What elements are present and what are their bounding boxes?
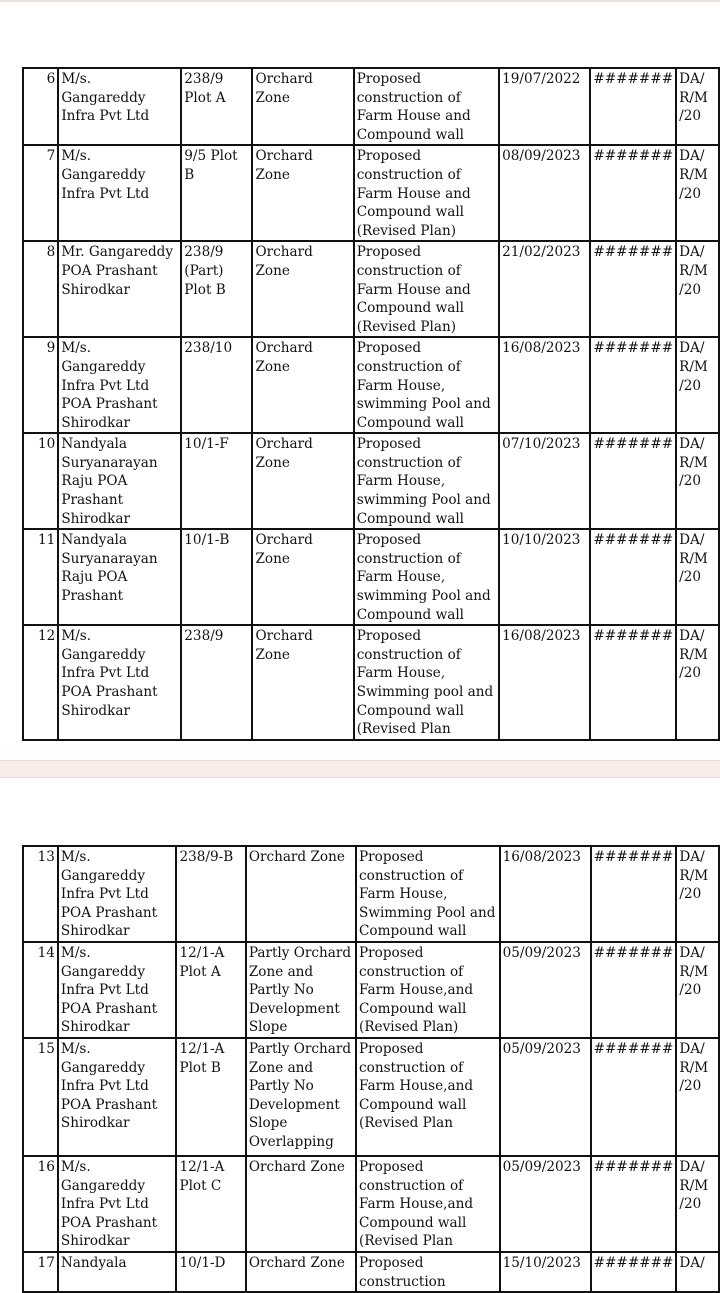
zone-cell: Orchard Zone [252,337,353,433]
date-cell: 16/08/2023 [499,625,590,740]
zone-cell: Orchard Zone [252,68,353,145]
description-cell: Proposed construction of Farm House and Compound wall [354,68,499,145]
survey-number-cell: 238/9-B [176,846,245,942]
reference-cell: DA/ R/M /20 [676,1156,719,1252]
description-cell: Proposed construction of Farm House,and Compound wall (Revised Plan [356,1038,500,1156]
description-cell: Proposed construction of Farm House, Swimming Pool and Compound wall [356,846,500,942]
overflow-value-cell: ####### [590,337,676,433]
applicant-cell: M/s. Gangareddy Infra Pvt Ltd POA Prashant Shirodkar [58,1156,177,1252]
date-cell: 05/09/2023 [500,1156,591,1252]
description-cell: Proposed construction of Farm House, swimming Pool and Compound wall [354,529,499,625]
serial-number-cell: 14 [23,942,58,1038]
overflow-value-cell: ####### [590,433,676,529]
zone-cell: Partly Orchard Zone and Partly No Development Slope [246,942,356,1038]
serial-number-cell: 17 [23,1252,58,1292]
serial-number-cell: 15 [23,1038,58,1156]
survey-number-cell: 10/1-B [181,529,252,625]
applicant-cell: M/s. Gangareddy Infra Pvt Ltd POA Prashant Shirodkar [58,846,177,942]
survey-number-cell: 238/9 (Part) Plot B [181,241,252,337]
date-cell: 15/10/2023 [500,1252,591,1292]
overflow-value-cell: ####### [591,942,677,1038]
date-cell: 07/10/2023 [499,433,590,529]
table-row [23,337,719,433]
survey-number-cell: 10/1-F [181,433,252,529]
serial-number-cell: 13 [23,846,58,942]
description-cell: Proposed construction of Farm House and Compound wall (Revised Plan) [354,241,499,337]
overflow-value-cell: ####### [590,68,676,145]
survey-number-cell: 238/9 Plot A [181,68,252,145]
zone-cell: Orchard Zone [252,241,353,337]
reference-cell: DA/ [676,1252,719,1292]
description-cell: Proposed construction [356,1252,500,1292]
zone-cell: Orchard Zone [252,625,353,740]
description-cell: Proposed construction of Farm House, Swimming pool and Compound wall (Revised Plan [354,625,499,740]
reference-cell: DA/ R/M /20 [676,145,719,241]
applicant-cell: M/s. Gangareddy Infra Pvt Ltd [58,68,181,145]
zone-cell: Orchard Zone [246,846,356,942]
table-row [23,433,719,529]
reference-cell: DA/ R/M /20 [676,68,719,145]
table-row [23,625,719,740]
date-cell: 05/09/2023 [500,1038,591,1156]
description-cell: Proposed construction of Farm House,and Compound wall (Revised Plan) [356,942,500,1038]
applicant-cell: M/s. Gangareddy Infra Pvt Ltd POA Prashant Shirodkar [58,337,181,433]
overflow-value-cell: ####### [591,1038,677,1156]
overflow-value-cell: ####### [590,241,676,337]
table-row [23,1252,719,1292]
serial-number-cell: 12 [23,625,58,740]
table-row [23,145,719,241]
overflow-value-cell: ####### [591,1252,677,1292]
reference-cell: DA/ R/M /20 [676,625,719,740]
reference-cell: DA/ R/M /20 [676,1038,719,1156]
serial-number-cell: 11 [23,529,58,625]
approvals-table [22,67,720,741]
page-separator [0,760,720,778]
survey-number-cell: 10/1-D [176,1252,245,1292]
survey-number-cell: 12/1-A Plot B [176,1038,245,1156]
zone-cell: Orchard Zone [246,1252,356,1292]
overflow-value-cell: ####### [590,529,676,625]
survey-number-cell: 238/10 [181,337,252,433]
survey-number-cell: 9/5 Plot B [181,145,252,241]
applicant-cell: M/s. Gangareddy Infra Pvt Ltd [58,145,181,241]
overflow-value-cell: ####### [591,1156,677,1252]
description-cell: Proposed construction of Farm House,and Compound wall (Revised Plan [356,1156,500,1252]
table-row [23,529,719,625]
approvals-table [22,845,720,1293]
serial-number-cell: 10 [23,433,58,529]
table-row [23,241,719,337]
applicant-cell: Nandyala [58,1252,177,1292]
serial-number-cell: 16 [23,1156,58,1252]
serial-number-cell: 9 [23,337,58,433]
reference-cell: DA/ R/M /20 [676,433,719,529]
applicant-cell: M/s. Gangareddy Infra Pvt Ltd POA Prashant Shirodkar [58,625,181,740]
zone-cell: Partly Orchard Zone and Partly No Development Slope Overlapping [246,1038,356,1156]
reference-cell: DA/ R/M /20 [676,529,719,625]
serial-number-cell: 6 [23,68,58,145]
applicant-cell: Nandyala Suryanarayan Raju POA Prashant [58,529,181,625]
description-cell: Proposed construction of Farm House, swimming Pool and Compound wall [354,337,499,433]
reference-cell: DA/ R/M /20 [676,942,719,1038]
survey-number-cell: 12/1-A Plot A [176,942,245,1038]
overflow-value-cell: ####### [590,145,676,241]
date-cell: 05/09/2023 [500,942,591,1038]
date-cell: 21/02/2023 [499,241,590,337]
date-cell: 10/10/2023 [499,529,590,625]
date-cell: 19/07/2022 [499,68,590,145]
reference-cell: DA/ R/M /20 [676,337,719,433]
date-cell: 08/09/2023 [499,145,590,241]
table-row [23,1156,719,1252]
description-cell: Proposed construction of Farm House and Compound wall (Revised Plan) [354,145,499,241]
serial-number-cell: 7 [23,145,58,241]
table-row [23,68,719,145]
applicant-cell: M/s. Gangareddy Infra Pvt Ltd POA Prashant Shirodkar [58,942,177,1038]
applicant-cell: M/s. Gangareddy Infra Pvt Ltd POA Prashant Shirodkar [58,1038,177,1156]
survey-number-cell: 12/1-A Plot C [176,1156,245,1252]
zone-cell: Orchard Zone [252,145,353,241]
reference-cell: DA/ R/M /20 [676,241,719,337]
survey-number-cell: 238/9 [181,625,252,740]
zone-cell: Orchard Zone [252,529,353,625]
reference-cell: DA/ R/M /20 [676,846,719,942]
zone-cell: Orchard Zone [246,1156,356,1252]
table-row [23,846,719,942]
serial-number-cell: 8 [23,241,58,337]
date-cell: 16/08/2023 [499,337,590,433]
applicant-cell: Mr. Gangareddy POA Prashant Shirodkar [58,241,181,337]
description-cell: Proposed construction of Farm House, swimming Pool and Compound wall [354,433,499,529]
overflow-value-cell: ####### [590,625,676,740]
applicant-text: Nandyala Suryanarayan Raju POA Prashant Shirodkar [61,436,158,527]
overflow-value-cell: ####### [591,846,677,942]
applicant-cell [58,433,181,529]
date-cell: 16/08/2023 [500,846,591,942]
document-page-2 [0,778,720,1290]
zone-cell: Orchard Zone [252,433,353,529]
table-row [23,942,719,1038]
table-row [23,1038,719,1156]
page-top-edge [0,0,720,2]
